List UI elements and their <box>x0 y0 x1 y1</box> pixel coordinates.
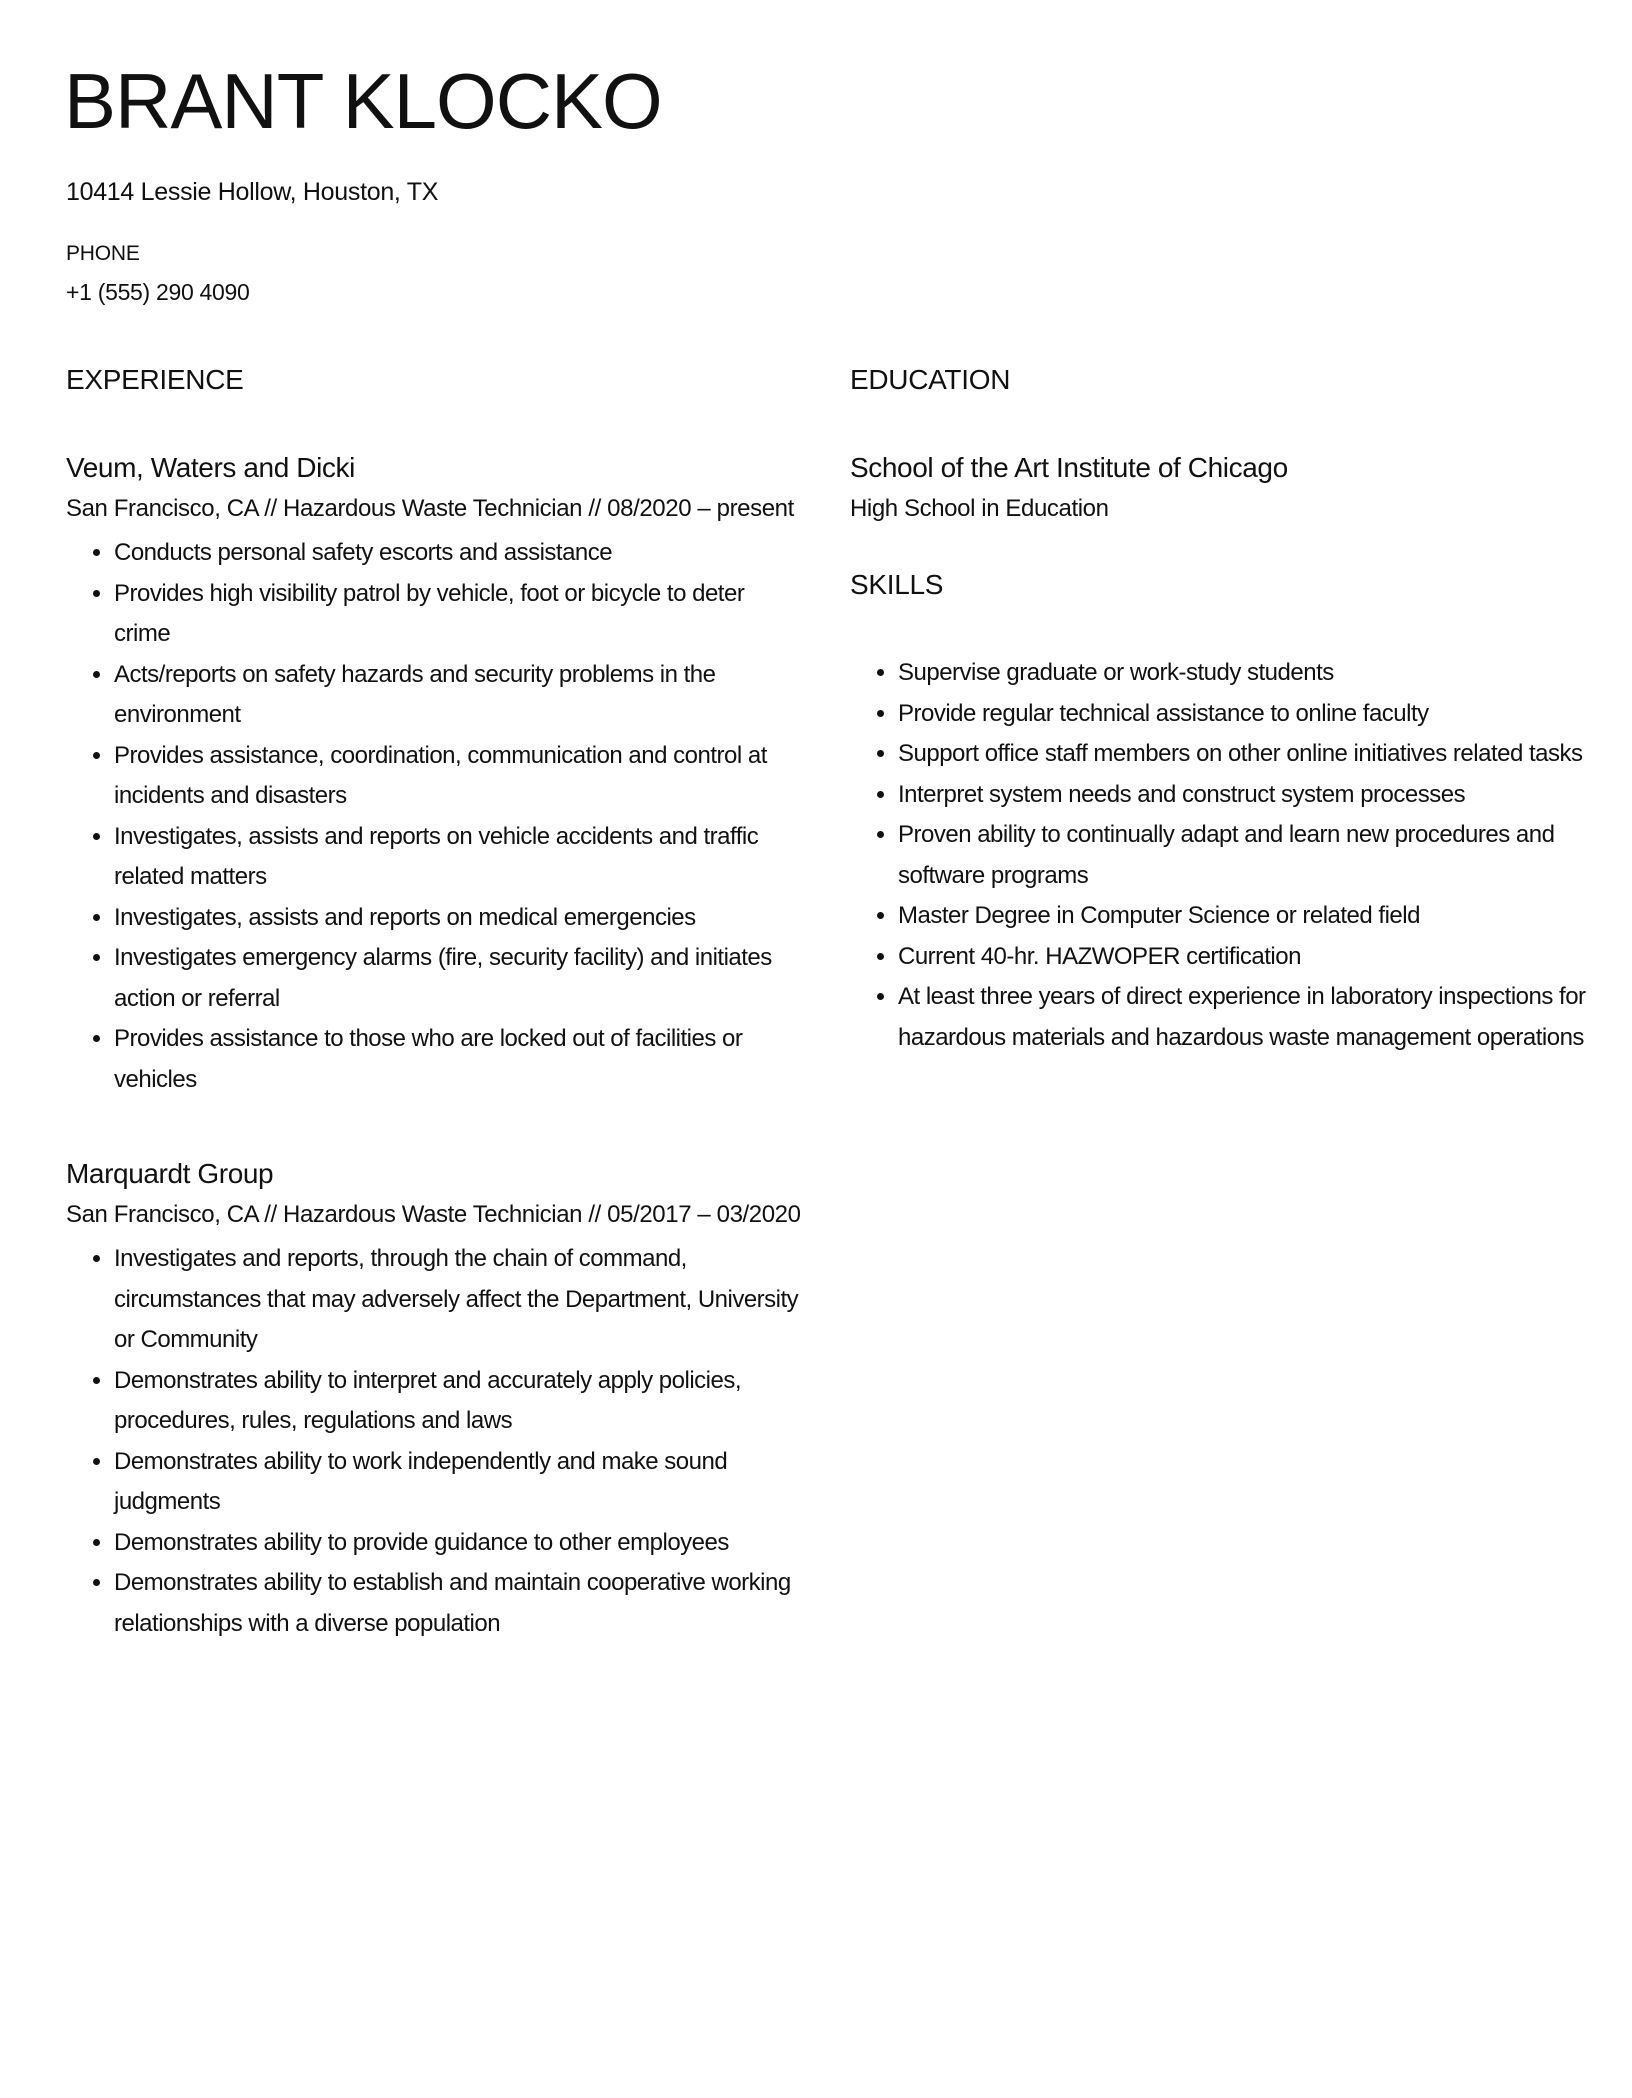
list-item: • Investigates, assists and reports on vehicle accidents and traffic related matters <box>114 817 806 898</box>
list-item: • Provide regular technical assistance to online faculty <box>898 694 1590 735</box>
job-bullets <box>66 533 806 1100</box>
list-item: • Provides high visibility patrol by vehicle, foot or bicycle to deter crime <box>114 574 806 655</box>
education-heading: EDUCATION <box>850 364 1011 395</box>
company-name: Marquardt Group <box>66 1158 274 1189</box>
list-item: • Conducts personal safety escorts and assistance <box>114 533 806 574</box>
phone-label: PHONE <box>66 242 140 265</box>
phone-number: +1 (555) 290 4090 <box>66 279 250 305</box>
job-entry <box>66 448 806 1100</box>
job-meta: San Francisco, CA // Hazardous Waste Technician // 05/2017 – 03/2020 <box>66 1201 801 1228</box>
candidate-name: BRANT KLOCKO <box>64 57 662 145</box>
list-item: • Current 40-hr. HAZWOPER certification <box>898 937 1590 978</box>
list-item: • Investigates emergency alarms (fire, security facility) and initiates action or referral <box>114 938 806 1019</box>
list-item: • Support office staff members on other online initiatives related tasks <box>898 734 1590 775</box>
list-item: • Demonstrates ability to interpret and accurately apply policies, procedures, rules, regulations and laws <box>114 1361 806 1442</box>
list-item: • Supervise graduate or work-study students <box>898 653 1590 694</box>
degree: High School in Education <box>850 495 1109 522</box>
list-item: • Investigates, assists and reports on medical emergencies <box>114 898 806 939</box>
list-item: • Demonstrates ability to establish and maintain cooperative working relationships with a diverse population <box>114 1563 806 1644</box>
list-item: • Proven ability to continually adapt and learn new procedures and software programs <box>898 815 1590 896</box>
job-meta: San Francisco, CA // Hazardous Waste Technician // 08/2020 – present <box>66 495 794 522</box>
address: 10414 Lessie Hollow, Houston, TX <box>66 178 439 206</box>
list-item: • At least three years of direct experience in laboratory inspections for hazardous materials and hazardous waste management operations <box>898 977 1590 1058</box>
list-item: • Provides assistance to those who are locked out of facilities or vehicles <box>114 1019 806 1100</box>
list-item: • Demonstrates ability to work independently and make sound judgments <box>114 1442 806 1523</box>
education-skills-column <box>850 360 1590 1058</box>
experience-heading: EXPERIENCE <box>66 364 244 395</box>
list-item: • Investigates and reports, through the chain of command, circumstances that may adversely affect the Department, University or Community <box>114 1239 806 1361</box>
list-item: • Master Degree in Computer Science or related field <box>898 896 1590 937</box>
company-name: Veum, Waters and Dicki <box>66 452 355 483</box>
job-entry <box>66 1154 806 1644</box>
skills-heading: SKILLS <box>850 569 944 600</box>
experience-section <box>66 360 806 1698</box>
list-item: • Demonstrates ability to provide guidance to other employees <box>114 1523 806 1564</box>
list-item: • Acts/reports on safety hazards and security problems in the environment <box>114 655 806 736</box>
job-bullets <box>66 1239 806 1644</box>
skills-list <box>850 653 1590 1058</box>
list-item: • Provides assistance, coordination, communication and control at incidents and disasters <box>114 736 806 817</box>
list-item: • Interpret system needs and construct system processes <box>898 775 1590 816</box>
school-name: School of the Art Institute of Chicago <box>850 452 1288 483</box>
